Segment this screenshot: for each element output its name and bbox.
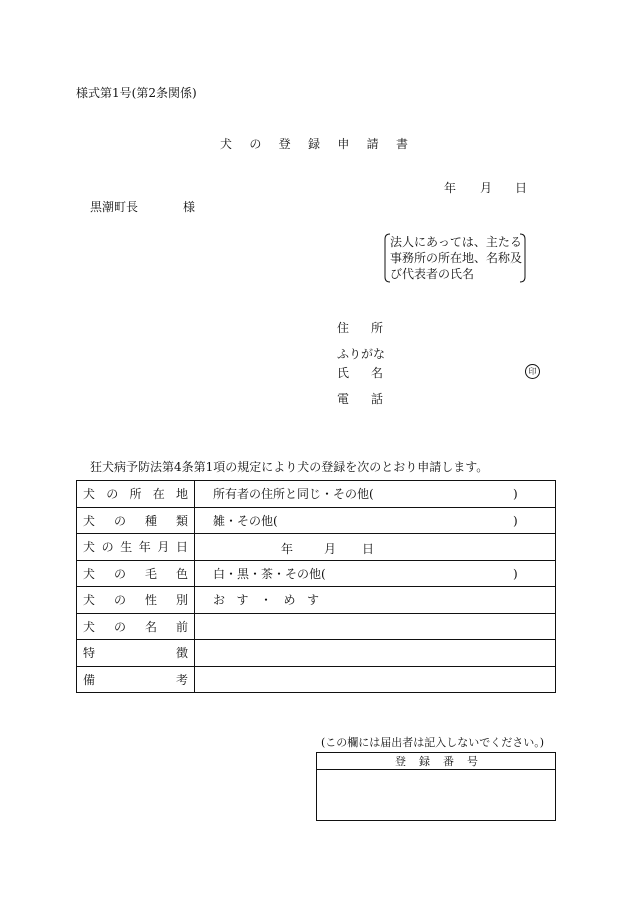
sex-option-char: ・ [259, 593, 272, 608]
registration-number-box [316, 752, 556, 821]
form-number: 様式第1号(第2条関係) [76, 86, 197, 100]
date-day: 日 [515, 181, 528, 195]
registration-number-header [317, 753, 556, 770]
registration-table [76, 480, 556, 693]
dog-name-field[interactable] [195, 613, 556, 640]
note-line: 法人にあっては、主たる [390, 235, 522, 249]
label-char: の [101, 540, 114, 555]
title-char: 犬 [220, 137, 233, 151]
label-char: 話 [370, 392, 383, 406]
table-row [77, 640, 556, 667]
sex-field[interactable] [195, 587, 556, 614]
label-char: 氏 [337, 366, 350, 380]
label-char: 住 [337, 321, 350, 335]
coat-color-field[interactable] [195, 560, 556, 587]
label-char: 地 [175, 487, 188, 502]
birth-year-label: 年 [281, 541, 294, 556]
addressee-honorific: 様 [183, 200, 196, 214]
name-label [337, 367, 383, 379]
sex-option-char: す [306, 593, 319, 608]
sex-option-char: め [283, 593, 296, 608]
seal-icon: 印 [525, 364, 540, 379]
table-row [77, 666, 556, 693]
label-char: 犬 [83, 540, 96, 555]
label-char: 毛 [144, 566, 157, 581]
row-label-dog-name [77, 613, 195, 640]
title-char: 録 [307, 137, 320, 151]
header-char: 登 [395, 755, 406, 768]
applicant-note [384, 233, 524, 283]
label-char: 日 [175, 540, 188, 555]
label-char: 考 [175, 672, 188, 687]
title-char: 請 [366, 137, 379, 151]
label-char: 電 [337, 392, 350, 406]
label-char: 備 [83, 672, 96, 687]
table-row [77, 481, 556, 508]
row-label-location [77, 481, 195, 508]
location-field[interactable] [195, 481, 556, 508]
paren-close: ) [513, 566, 518, 581]
table-row [77, 613, 556, 640]
label-char: 前 [175, 619, 188, 634]
label-char: 類 [175, 513, 188, 528]
row-label-features [77, 640, 195, 667]
label-char: 月 [157, 540, 170, 555]
row-label-coat-color [77, 560, 195, 587]
label-char: の [106, 487, 119, 502]
table-row [77, 534, 556, 561]
label-char: 特 [83, 646, 96, 661]
note-line: び代表者の氏名 [390, 267, 475, 281]
label-char: 年 [138, 540, 151, 555]
label-char: 犬 [83, 566, 96, 581]
label-char: の [113, 566, 126, 581]
label-char: の [113, 619, 126, 634]
title-char: 登 [278, 137, 291, 151]
table-row [77, 560, 556, 587]
label-char: 犬 [83, 593, 96, 608]
note-line: 事務所の所在地、名称及 [390, 251, 523, 265]
birthdate-field[interactable] [195, 534, 556, 561]
address-label [337, 322, 383, 334]
label-char: 性 [144, 593, 157, 608]
paren-close: ) [513, 487, 518, 501]
title-char: 申 [337, 137, 350, 151]
office-use-note: (この欄には届出者は記入しないでください。) [321, 736, 545, 749]
label-char: 所 [370, 321, 383, 335]
row-label-remarks [77, 666, 195, 693]
location-options: 所有者の住所と同じ・その他( [213, 487, 374, 502]
coat-color-options: 白・黒・茶・その他( [213, 566, 326, 581]
document-title [220, 138, 408, 150]
breed-field[interactable] [195, 507, 556, 534]
furigana-label: ふりがな [337, 347, 386, 361]
label-char: 生 [120, 540, 133, 555]
label-char: 種 [144, 513, 157, 528]
header-char: 録 [419, 755, 430, 768]
table-row [77, 587, 556, 614]
row-label-breed [77, 507, 195, 534]
label-char: 別 [175, 593, 188, 608]
title-char: 書 [395, 137, 408, 151]
label-char: 犬 [83, 487, 96, 502]
paren-close: ) [513, 513, 518, 528]
table-row [77, 507, 556, 534]
row-label-sex [77, 587, 195, 614]
breed-options: 雑・その他( [213, 513, 278, 528]
label-char: 徴 [175, 646, 188, 661]
label-char: の [113, 513, 126, 528]
sex-option-char: お [213, 593, 226, 608]
label-char: 在 [152, 487, 165, 502]
row-label-birthdate [77, 534, 195, 561]
registration-number-field[interactable] [317, 770, 556, 821]
date-year: 年 [444, 181, 457, 195]
label-char: 犬 [83, 513, 96, 528]
date-month: 月 [480, 181, 493, 195]
label-char: 名 [144, 619, 157, 634]
label-char: 犬 [83, 619, 96, 634]
title-char: の [249, 137, 262, 151]
header-char: 番 [443, 755, 454, 768]
sex-option-char: す [236, 593, 249, 608]
label-char: の [113, 593, 126, 608]
birth-day-label: 日 [362, 541, 375, 556]
intro-text: 狂犬病予防法第4条第1項の規定により犬の登録を次のとおり申請します。 [90, 460, 489, 474]
features-field[interactable] [195, 640, 556, 667]
birth-month-label: 月 [324, 541, 337, 556]
header-char: 号 [467, 755, 478, 768]
phone-label [337, 393, 383, 405]
remarks-field[interactable] [195, 666, 556, 693]
label-char: 色 [175, 566, 188, 581]
label-char: 名 [370, 366, 383, 380]
label-char: 所 [129, 487, 142, 502]
addressee-name: 黒潮町長 [90, 200, 139, 214]
